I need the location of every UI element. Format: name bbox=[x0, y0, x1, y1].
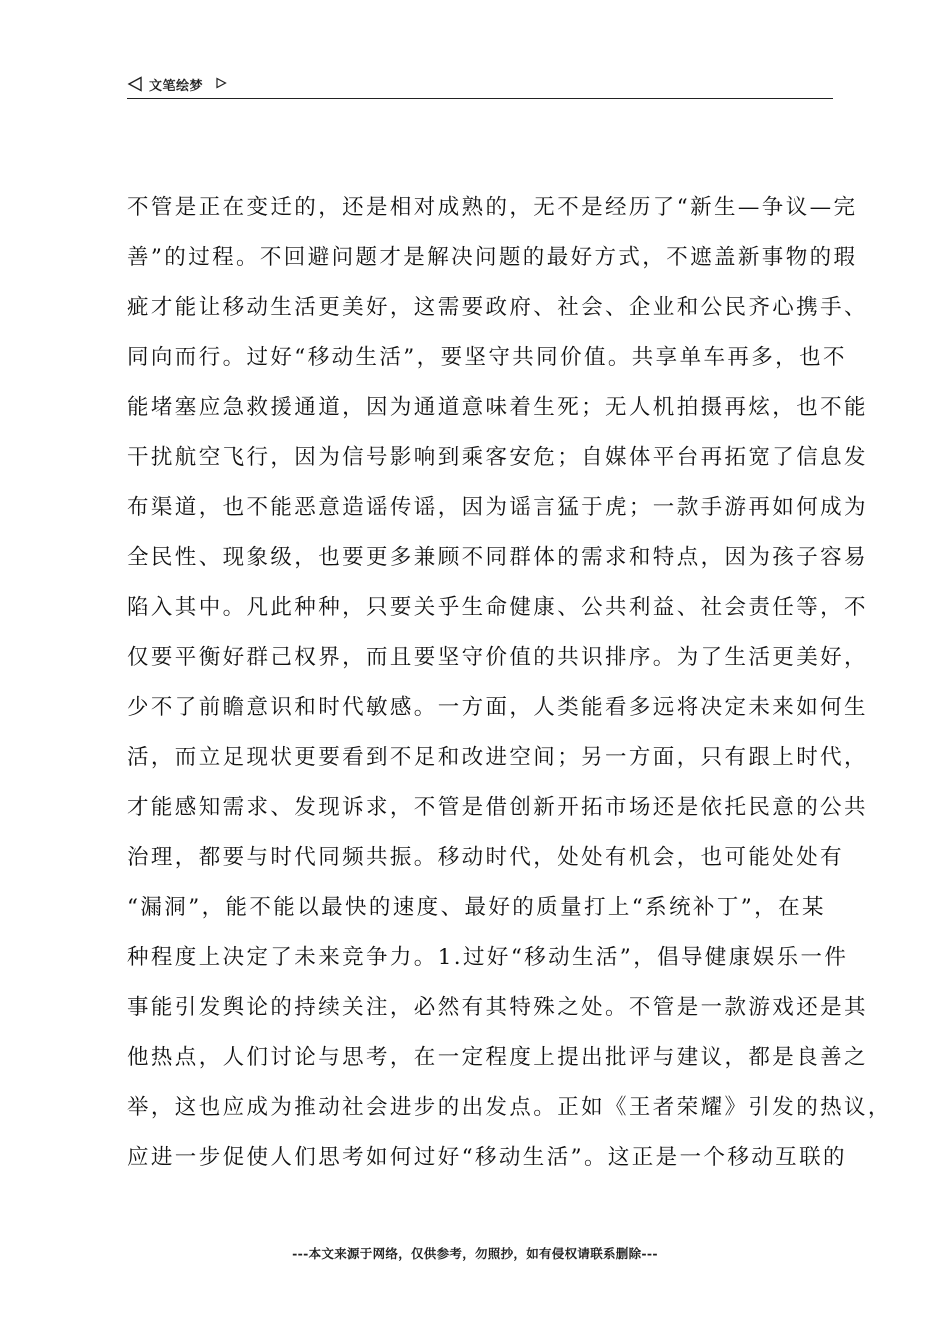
text-line: 同向而行。过好“移动生活”，要坚守共同价值。共享单车再多，也不 bbox=[127, 345, 847, 370]
text-line: 干扰航空飞行，因为信号影响到乘客安危；自媒体平台再拓宽了信息发 bbox=[127, 445, 868, 470]
text-line: 仅要平衡好群己权界，而且要坚守价值的共识排序。为了生活更美好， bbox=[127, 645, 868, 670]
text-line: 善”的过程。不回避问题才是解决问题的最好方式，不遮盖新事物的瑕 bbox=[127, 245, 858, 270]
triangle-right-outline-icon bbox=[215, 77, 227, 89]
text-line: 全民性、现象级，也要更多兼顾不同群体的需求和特点，因为孩子容易 bbox=[127, 545, 868, 570]
text-line: 不管是正在变迁的，还是相对成熟的，无不是经历了“新生—争议—完 bbox=[127, 195, 858, 220]
text-line: 种程度上决定了未来竞争力。1.过好“移动生活”，倡导健康娱乐一件 bbox=[127, 945, 849, 970]
text-line: 举，这也应成为推动社会进步的出发点。正如《王者荣耀》引发的热议， bbox=[127, 1095, 892, 1120]
triangle-left-outline-icon bbox=[127, 76, 143, 92]
text-line: 他热点，人们讨论与思考，在一定程度上提出批评与建议，都是良善之 bbox=[127, 1045, 868, 1070]
text-line: 应进一步促使人们思考如何过好“移动生活”。这正是一个移动互联的 bbox=[127, 1145, 847, 1170]
text-line: 少不了前瞻意识和时代敏感。一方面，人类能看多远将决定未来如何生 bbox=[127, 695, 868, 720]
header-title: 文笔绘梦 bbox=[149, 79, 204, 94]
text-line: 事能引发舆论的持续关注，必然有其特殊之处。不管是一款游戏还是其 bbox=[127, 995, 868, 1020]
text-line: 才能感知需求、发现诉求，不管是借创新开拓市场还是依托民意的公共 bbox=[127, 795, 868, 820]
text-line: 布渠道，也不能恶意造谣传谣，因为谣言猛于虎；一款手游再如何成为 bbox=[127, 495, 868, 520]
page-header bbox=[127, 72, 833, 99]
body-paragraph bbox=[127, 183, 892, 1183]
text-line: 活，而立足现状更要看到不足和改进空间；另一方面，只有跟上时代， bbox=[127, 745, 868, 770]
text-line: 治理，都要与时代同频共振。移动时代，处处有机会，也可能处处有 bbox=[127, 845, 845, 870]
footer-disclaimer: ---本文来源于网络，仅供参考，勿照抄，如有侵权请联系删除--- bbox=[292, 1246, 658, 1261]
text-line: 疵才能让移动生活更美好，这需要政府、社会、企业和公民齐心携手、 bbox=[127, 295, 868, 320]
text-line: “漏洞”，能不能以最快的速度、最好的质量打上“系统补丁”，在某 bbox=[127, 895, 826, 920]
text-line: 陷入其中。凡此种种，只要关乎生命健康、公共利益、社会责任等，不 bbox=[127, 595, 868, 620]
text-line: 能堵塞应急救援通道，因为通道意味着生死；无人机拍摄再炫，也不能 bbox=[127, 395, 868, 420]
